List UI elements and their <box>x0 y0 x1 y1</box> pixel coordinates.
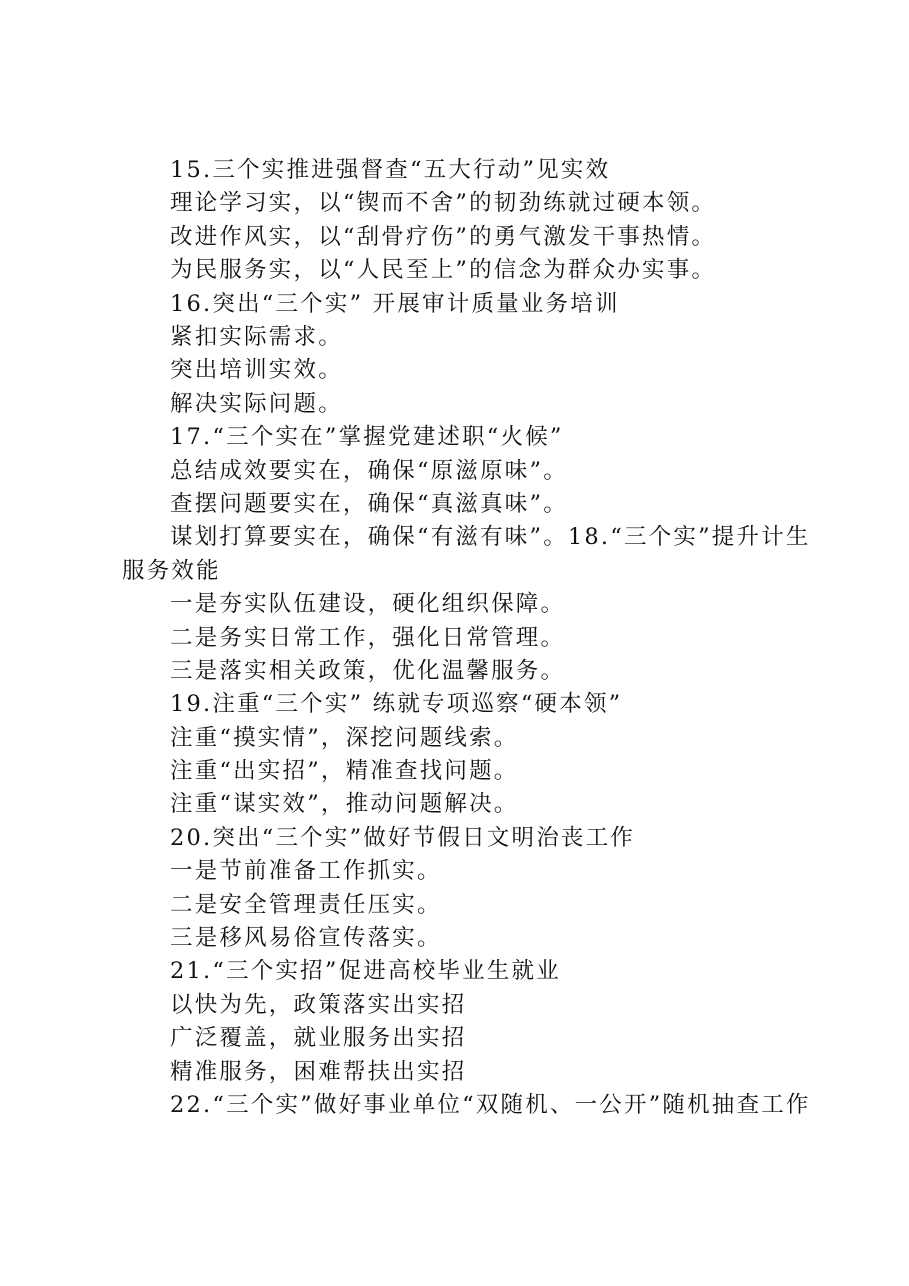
paragraph-line: 查摆问题要实在，确保“真滋真味”。 <box>170 490 568 517</box>
paragraph-line: 紧扣实际需求。 <box>170 323 343 350</box>
paragraph-line: 总结成效要实在，确保“原滋原味”。 <box>170 457 568 484</box>
paragraph-line: 三是落实相关政策，优化温馨服务。 <box>170 657 566 684</box>
paragraph-line: 解决实际问题。 <box>170 390 343 417</box>
paragraph-line: 以快为先，政策落实出实招 <box>170 991 467 1018</box>
heading-16: 16.突出“三个实” 开展审计质量业务培训 <box>170 290 620 317</box>
heading-15: 15.三个实推进强督查“五大行动”见实效 <box>170 157 611 183</box>
heading-21: 21.“三个实招”促进高校毕业生就业 <box>170 958 561 985</box>
document-body <box>122 154 812 1122</box>
paragraph-line: 精准服务，困难帮扶出实招 <box>170 1058 467 1085</box>
paragraph-line: 注重“摸实情”，深挖问题线索。 <box>170 724 519 751</box>
paragraph-line: 改进作风实，以“刮骨疗伤”的勇气激发干事热情。 <box>170 223 717 250</box>
paragraph-line: 三是移风易俗宣传落实。 <box>170 925 442 952</box>
paragraph-line: 广泛覆盖，就业服务出实招 <box>170 1025 467 1052</box>
paragraph-line: 二是安全管理责任压实。 <box>170 891 442 918</box>
paragraph-line: 注重“出实招”，精准查找问题。 <box>170 758 519 785</box>
heading-22: 22.“三个实”做好事业单位“双随机、一公开”随机抽查工作 <box>170 1091 811 1118</box>
paragraph-line: 一是节前准备工作抓实。 <box>170 858 442 885</box>
paragraph-line: 突出培训实效。 <box>170 357 343 384</box>
paragraph-line: 理论学习实，以“锲而不舍”的韧劲练就过硬本领。 <box>170 190 717 217</box>
paragraph-with-heading-18: 谋划打算要实在，确保“有滋有味”。18.“三个实”提升计生服务效能 <box>122 524 811 584</box>
paragraph-line: 注重“谋实效”，推动问题解决。 <box>170 791 519 818</box>
heading-17: 17.“三个实在”掌握党建述职“火候” <box>170 424 564 451</box>
paragraph-line: 二是务实日常工作，强化日常管理。 <box>170 624 566 651</box>
heading-20: 20.突出“三个实”做好节假日文明治丧工作 <box>170 824 635 851</box>
paragraph-line: 一是夯实队伍建设，硬化组织保障。 <box>170 591 566 618</box>
heading-19: 19.注重“三个实” 练就专项巡察“硬本领” <box>170 691 623 718</box>
paragraph-line: 为民服务实，以“人民至上”的信念为群众办实事。 <box>170 257 717 284</box>
